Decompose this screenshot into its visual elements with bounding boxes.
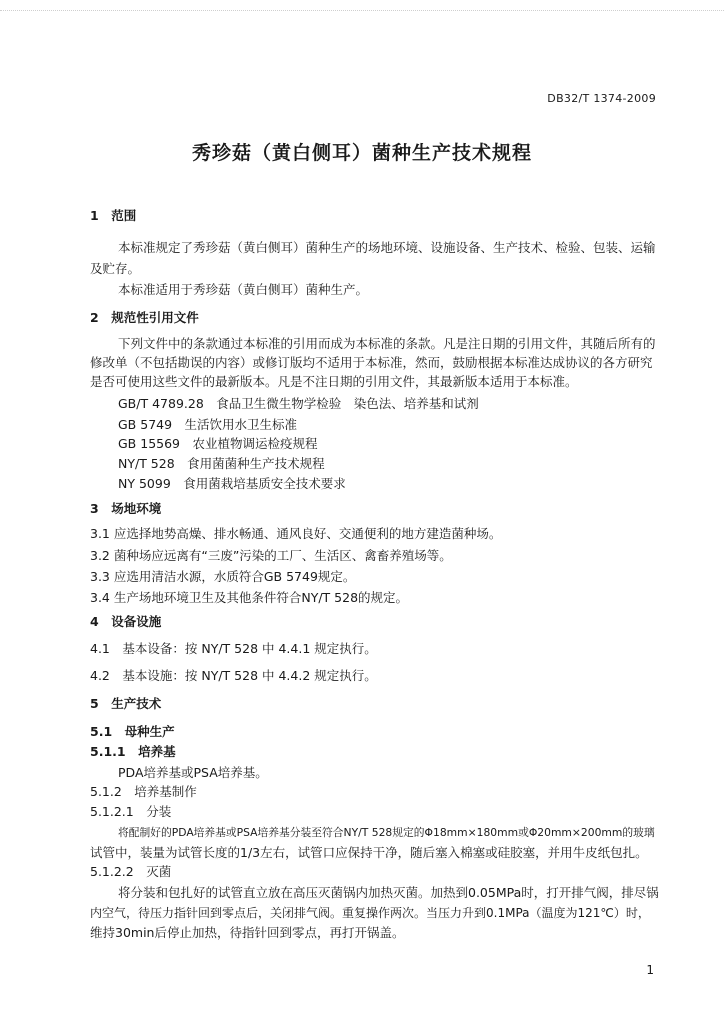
subsection-5-1-2-2-line-3: 维持30min后停止加热，待指针回到零点，再打开锅盖。 bbox=[90, 925, 405, 940]
section-4-item: 4.2 基本设施：按 NY/T 528 中 4.4.2 规定执行。 bbox=[90, 668, 377, 683]
section-3-item: 3.3 应选用清洁水源，水质符合GB 5749规定。 bbox=[90, 569, 356, 584]
subsection-5-1-2-2-heading: 5.1.2.2 灭菌 bbox=[90, 864, 172, 879]
section-1-heading: 1 范围 bbox=[90, 208, 137, 223]
section-1-paragraph-2: 本标准适用于秀珍菇（黄白侧耳）菌种生产。 bbox=[118, 282, 369, 297]
section-4-heading: 4 设备设施 bbox=[90, 614, 162, 629]
reference-item: GB 15569 农业植物调运检疫规程 bbox=[118, 436, 318, 451]
subsection-5-1-1-heading: 5.1.1 培养基 bbox=[90, 744, 176, 759]
section-3-item: 3.4 生产场地环境卫生及其他条件符合NY/T 528的规定。 bbox=[90, 590, 409, 605]
section-2-paragraph-line-1: 下列文件中的条款通过本标准的引用而成为本标准的条款。凡是注日期的引用文件，其随后所有的 bbox=[118, 336, 656, 351]
subsection-5-1-2-1-line-2: 试管中，装量为试管长度的1/3左右，试管口应保持干净，随后塞入棉塞或硅胶塞，并用牛皮纸包扎。 bbox=[90, 845, 648, 860]
subsection-5-1-2-2-line-1: 将分装和包扎好的试管直立放在高压灭菌锅内加热灭菌。加热到0.05MPa时，打开排气阀，排尽锅 bbox=[118, 885, 659, 900]
subsection-5-1-2-2-line-2: 内空气，待压力指针回到零点后，关闭排气阀。重复操作两次。当压力升到0.1MPa（温度为121℃）时， bbox=[90, 906, 650, 920]
section-2-paragraph-line-3: 是否可使用这些文件的最新版本。凡是不注日期的引用文件，其最新版本适用于本标准。 bbox=[90, 374, 578, 389]
subsection-5-1-2-heading: 5.1.2 培养基制作 bbox=[90, 784, 197, 799]
subsection-5-1-heading: 5.1 母种生产 bbox=[90, 724, 175, 739]
page-title: 秀珍菇（黄白侧耳）菌种生产技术规程 bbox=[191, 142, 532, 164]
section-1-paragraph-1-line-1: 本标准规定了秀珍菇（黄白侧耳）菌种生产的场地环境、设施设备、生产技术、检验、包装、运输 bbox=[118, 240, 656, 255]
section-2-paragraph-line-2: 修改单（不包括勘误的内容）或修订版均不适用于本标准，然而，鼓励根据本标准达成协议的各方研究 bbox=[90, 355, 653, 370]
standard-code: DB32/T 1374-2009 bbox=[547, 92, 656, 105]
page-number: 1 bbox=[646, 963, 654, 977]
section-3-item: 3.2 菌种场应远离有“三废”污染的工厂、生活区、禽畜养殖场等。 bbox=[90, 548, 452, 563]
scan-edge bbox=[0, 0, 724, 11]
subsection-5-1-1-text: PDA培养基或PSA培养基。 bbox=[118, 765, 268, 780]
reference-item: NY/T 528 食用菌菌种生产技术规程 bbox=[118, 456, 325, 471]
section-5-heading: 5 生产技术 bbox=[90, 696, 162, 711]
subsection-5-1-2-1-line-1: 将配制好的PDA培养基或PSA培养基分装至符合NY/T 528规定的Φ18mm×180mm或Φ20mm×200mm的玻璃 bbox=[118, 826, 655, 839]
section-1-paragraph-1-line-2: 及贮存。 bbox=[90, 261, 141, 276]
reference-item: GB/T 4789.28 食品卫生微生物学检验 染色法、培养基和试剂 bbox=[118, 396, 479, 411]
section-4-item: 4.1 基本设备：按 NY/T 528 中 4.4.1 规定执行。 bbox=[90, 641, 377, 656]
section-2-heading: 2 规范性引用文件 bbox=[90, 310, 199, 325]
subsection-5-1-2-1-heading: 5.1.2.1 分装 bbox=[90, 804, 172, 819]
reference-item: NY 5099 食用菌栽培基质安全技术要求 bbox=[118, 476, 346, 491]
reference-item: GB 5749 生活饮用水卫生标准 bbox=[118, 417, 298, 432]
section-3-item: 3.1 应选择地势高燥、排水畅通、通风良好、交通便利的地方建造菌种场。 bbox=[90, 526, 502, 541]
section-3-heading: 3 场地环境 bbox=[90, 501, 162, 516]
